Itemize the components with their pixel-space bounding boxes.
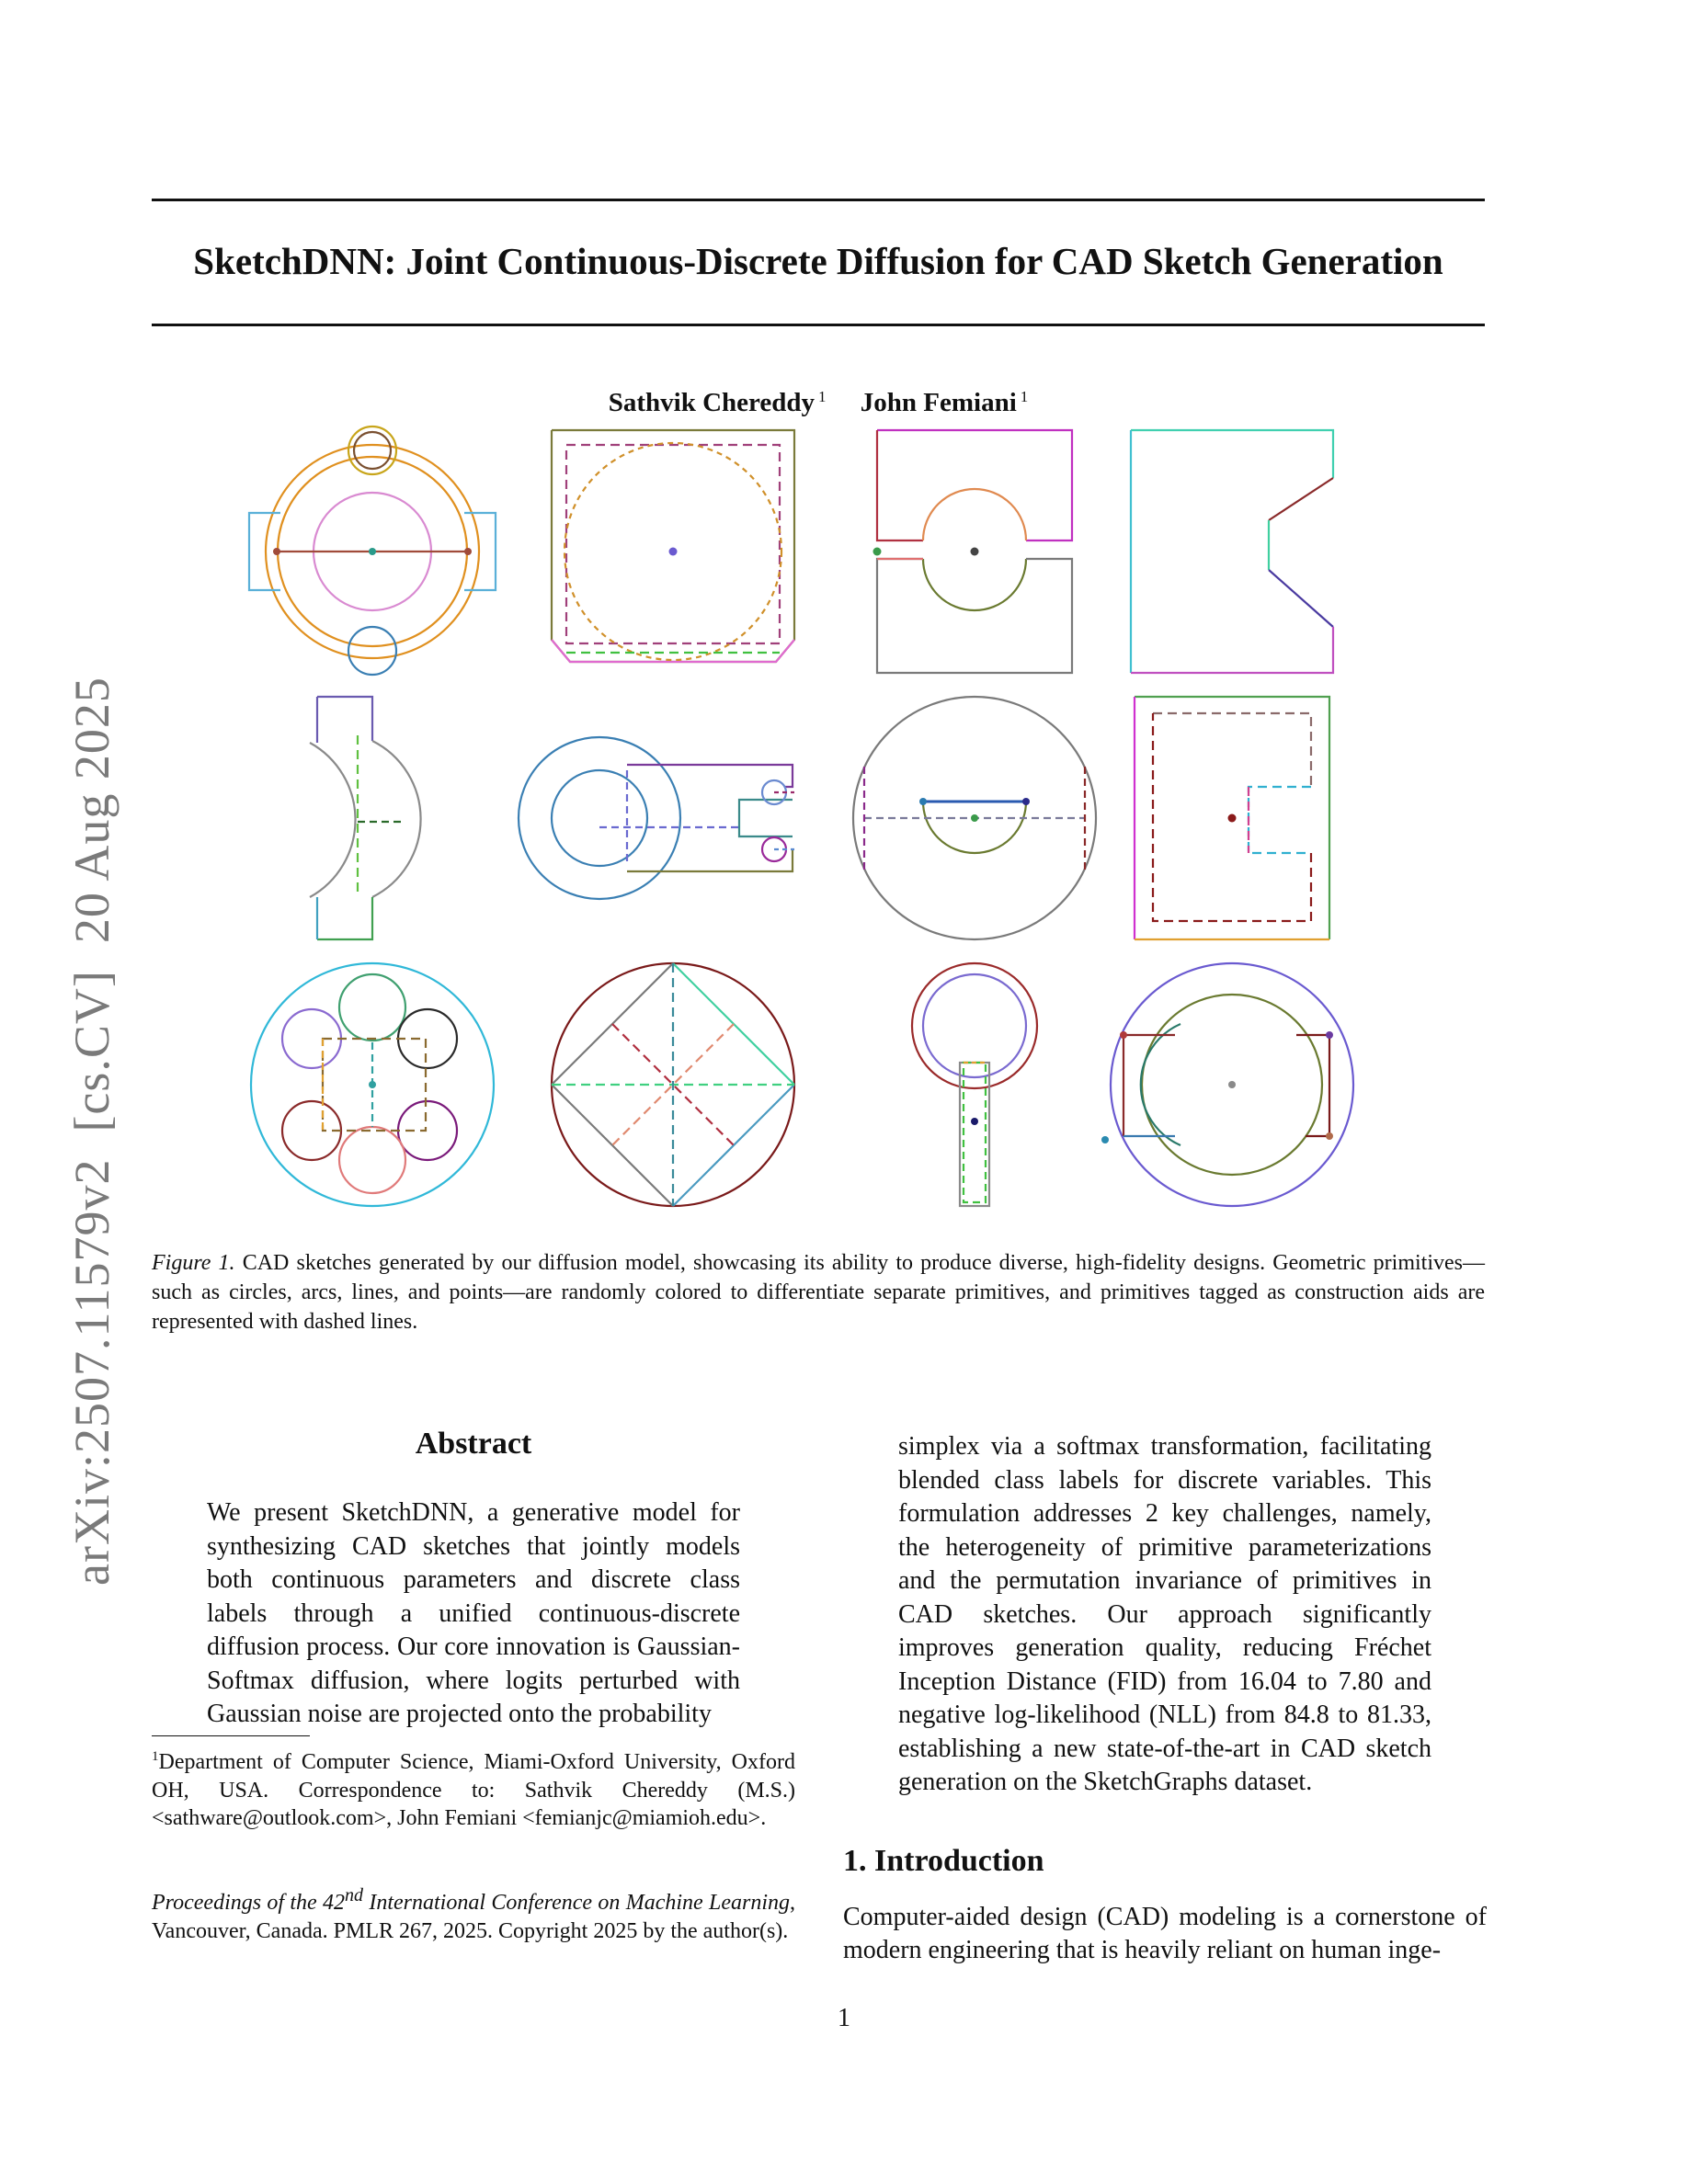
author-name: John Femiani <box>860 388 1017 417</box>
sketch-4 <box>1131 430 1333 673</box>
abstract-heading: Abstract <box>415 1427 532 1461</box>
footnote-mark: 1 <box>152 1749 159 1764</box>
affiliation-footnote <box>152 1743 795 1833</box>
sketch-11 <box>912 963 1037 1206</box>
proceedings-note <box>152 1882 795 1945</box>
arxiv-stamp: arXiv:2507.11579v2 [cs.CV] 20 Aug 2025 <box>64 677 120 1586</box>
introduction-heading: 1. Introduction <box>843 1844 1044 1878</box>
author-affiliation-mark: 1 <box>818 388 827 405</box>
title-bottom-rule <box>152 324 1485 326</box>
sketch-12 <box>1101 963 1353 1206</box>
author-2 <box>861 388 1029 417</box>
footnote-text: Department of Computer Science, Miami-Oxford University, Oxford OH, USA. Correspondence to: Sathvik Chereddy (M.S.) <sathware@outlook.com>, John Femiani <femianjc@miamioh.edu>. <box>152 1750 795 1830</box>
sketch-8 <box>1135 697 1329 939</box>
figure-1-sketch-grid <box>244 425 1411 1223</box>
introduction-text: Computer-aided design (CAD) modeling is a cornerstone of modern engineering that is heavily reliant on human inge- <box>843 1903 1487 1964</box>
author-affiliation-mark: 1 <box>1020 388 1029 405</box>
sketch-9 <box>251 963 494 1206</box>
abstract-text-left: We present SketchDNN, a generative model for synthesizing CAD sketches that jointly models both continuous parameters and discrete class labels through a unified continuous-discrete diffusion process. Our core innovation is Gaussian-Softmax diffusion, where logits perturbed with Gaussian noise are projected onto the probability <box>207 1498 740 1728</box>
proceedings-italic-a: Proceedings of the 42 <box>152 1891 346 1915</box>
sketch-3 <box>873 430 1073 673</box>
top-rule <box>152 199 1485 201</box>
proceedings-rest: , Vancouver, Canada. PMLR 267, 2025. Copyright 2025 by the author(s). <box>152 1891 795 1943</box>
sketch-5 <box>310 697 421 939</box>
proceedings-sup: nd <box>345 1885 364 1905</box>
sketch-7 <box>853 697 1096 939</box>
page-number: 1 <box>838 2004 850 2032</box>
abstract-text-right: simplex via a softmax transformation, facilitating blended class labels for discrete variables. This formulation addresses 2 key challenges, namely, the heterogeneity of primitive parameterizations and the permutation invariance of primitives in CAD sketches. Our approach significantly improves generation quality, reducing Fréchet Inception Distance (FID) from 16.04 to 7.80 and negative log-likelihood (NLL) from 84.8 to 81.33, establishing a new state-of-the-art in CAD sketch generation on the SketchGraphs dataset. <box>898 1432 1431 1796</box>
proceedings-italic-b: International Conference on Machine Learning <box>363 1891 790 1915</box>
figure-caption <box>152 1248 1485 1337</box>
sketch-1 <box>249 427 496 675</box>
sketch-2 <box>552 430 794 662</box>
footnote-rule <box>152 1735 310 1736</box>
paper-title: SketchDNN: Joint Continuous-Discrete Diffusion for CAD Sketch Generation <box>193 240 1443 282</box>
figure-label: Figure 1. <box>152 1251 235 1275</box>
sketch-10 <box>552 963 794 1206</box>
author-list <box>152 381 1485 419</box>
author-1 <box>609 388 827 417</box>
author-name: Sathvik Chereddy <box>608 388 815 417</box>
sketch-6 <box>519 737 794 899</box>
caption-text: CAD sketches generated by our diffusion model, showcasing its ability to produce diverse, high-fidelity designs. Geometric primitives—such as circles, arcs, lines, and points—are randomly colored to differentiate separate primitives, and primitives tagged as construction aids are represented with dashed lines. <box>152 1251 1485 1334</box>
